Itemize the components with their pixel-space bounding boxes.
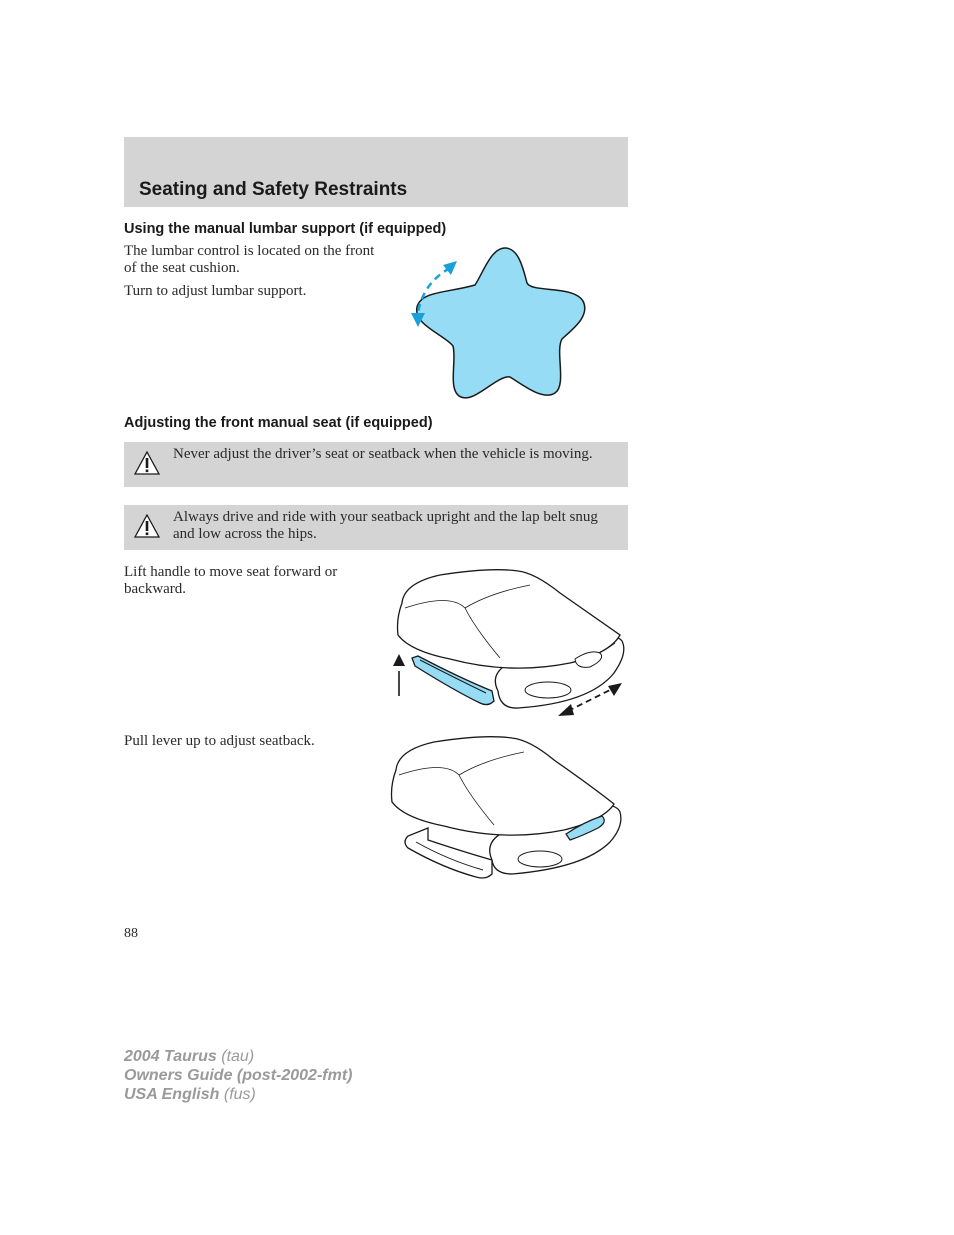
warning-text-1: Never adjust the driver’s seat or seatback when the vehicle is moving.	[173, 446, 593, 462]
footer-model-code: (tau)	[221, 1048, 255, 1065]
footer-guide: Owners Guide (post-2002-fmt)	[124, 1067, 353, 1084]
warning-triangle-icon	[134, 514, 160, 538]
section-header	[124, 137, 628, 207]
seat-instruction-1: Lift handle to move seat forward or backward.	[124, 564, 338, 597]
page-number: 88	[124, 926, 138, 941]
section-title: Seating and Safety Restraints	[139, 179, 408, 200]
front-seat-heading: Adjusting the front manual seat (if equipped)	[124, 415, 433, 431]
lumbar-paragraph-1: The lumbar control is located on the front of the seat cushion.	[124, 243, 375, 276]
footer-language-code: (fus)	[223, 1086, 256, 1103]
lumbar-heading: Using the manual lumbar support (if equipped)	[124, 221, 447, 237]
warning-box-1	[124, 442, 628, 487]
lumbar-knob-icon	[405, 243, 590, 403]
footer-language: USA English	[124, 1086, 220, 1103]
seatback-lever-illustration	[388, 732, 626, 884]
footer-model: 2004 Taurus	[124, 1048, 217, 1065]
warning-box-2	[124, 505, 628, 550]
seat-track-illustration	[390, 563, 628, 723]
seat-instruction-2: Pull lever up to adjust seatback.	[124, 733, 315, 749]
document-footer	[124, 1047, 352, 1104]
warning-text-2: Always drive and ride with your seatback upright and the lap belt snug and low across the hips.	[173, 509, 598, 542]
lumbar-paragraph-2: Turn to adjust lumbar support.	[124, 283, 307, 299]
warning-triangle-icon	[134, 451, 160, 475]
